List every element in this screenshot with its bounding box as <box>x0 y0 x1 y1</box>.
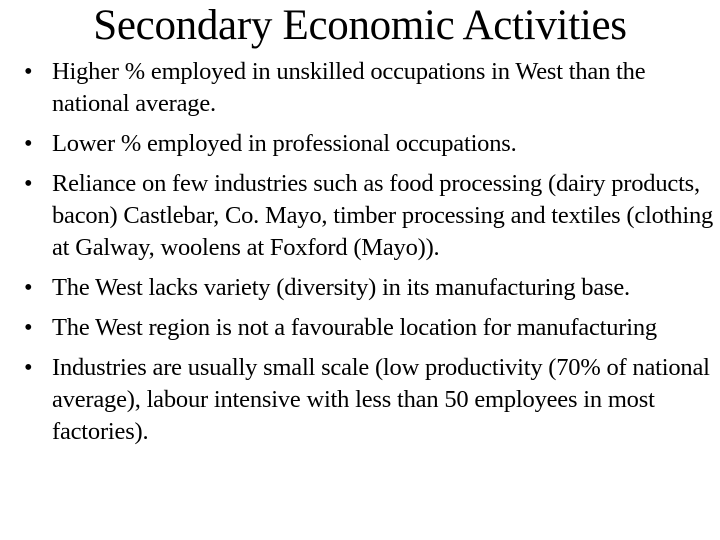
bullet-text: Reliance on few industries such as food processing (dairy products, bacon) Castlebar, Co. Mayo, timber processing and textiles (clothing at Galway, woolens at Foxford (Mayo)). <box>52 170 714 261</box>
bullet-marker: • <box>24 130 33 157</box>
bullet-text: Industries are usually small scale (low productivity (70% of national average), labour intensive with less than 50 employees in most factories). <box>52 354 710 445</box>
bullet-marker: • <box>24 58 33 85</box>
bullet-item <box>24 128 714 160</box>
bullet-item <box>24 56 714 120</box>
bullet-marker: • <box>24 274 33 301</box>
bullet-list <box>24 56 714 456</box>
bullet-marker: • <box>24 314 33 341</box>
slide-title: Secondary Economic Activities <box>93 2 627 49</box>
bullet-item <box>24 312 714 344</box>
bullet-text: The West region is not a favourable location for manufacturing <box>52 314 657 341</box>
bullet-text: The West lacks variety (diversity) in its manufacturing base. <box>52 274 630 301</box>
bullet-text: Lower % employed in professional occupations. <box>52 130 517 157</box>
bullet-item <box>24 272 714 304</box>
bullet-marker: • <box>24 354 33 381</box>
bullet-item <box>24 352 714 448</box>
bullet-marker: • <box>24 170 33 197</box>
bullet-item <box>24 168 714 264</box>
bullet-text: Higher % employed in unskilled occupations in West than the national average. <box>52 58 646 117</box>
